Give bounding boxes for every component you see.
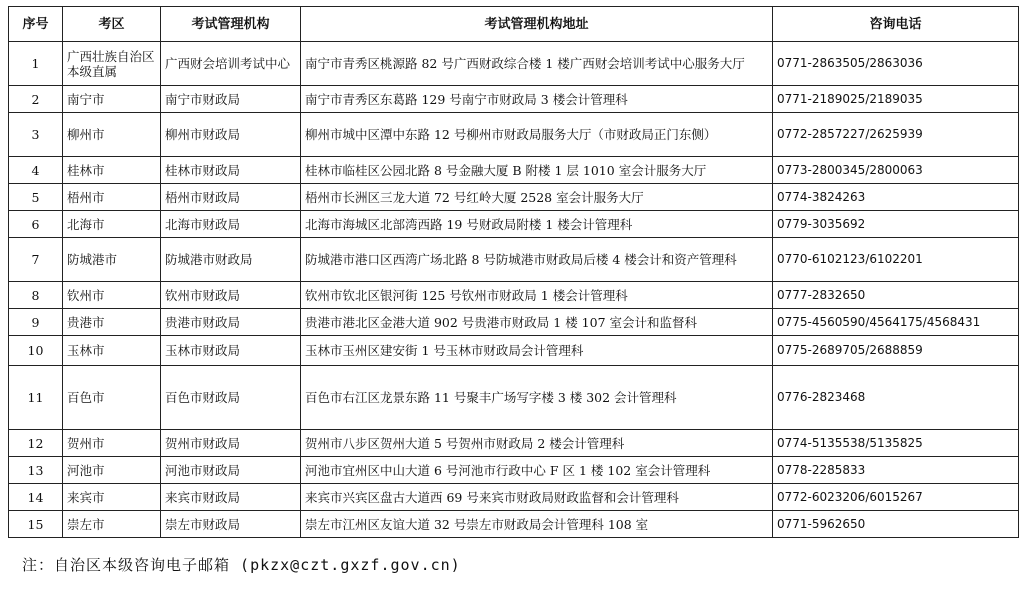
cell-no: 7	[9, 238, 63, 282]
cell-org: 崇左市财政局	[161, 511, 301, 538]
cell-org: 来宾市财政局	[161, 484, 301, 511]
table-row	[9, 157, 1019, 184]
cell-phone: 0779-3035692	[773, 211, 1019, 238]
cell-phone: 0774-3824263	[773, 184, 1019, 211]
cell-phone: 0774-5135538/5135825	[773, 430, 1019, 457]
table-row	[9, 86, 1019, 113]
table-row	[9, 457, 1019, 484]
table-row	[9, 366, 1019, 430]
cell-phone: 0773-2800345/2800063	[773, 157, 1019, 184]
cell-address: 梧州市长洲区三龙大道 72 号红岭大厦 2528 室会计服务大厅	[301, 184, 773, 211]
cell-no: 1	[9, 42, 63, 86]
cell-no: 6	[9, 211, 63, 238]
header-no: 序号	[9, 7, 63, 42]
cell-phone: 0772-2857227/2625939	[773, 113, 1019, 157]
cell-no: 12	[9, 430, 63, 457]
cell-area: 广西壮族自治区本级直属	[63, 42, 161, 86]
cell-org: 柳州市财政局	[161, 113, 301, 157]
table-row	[9, 42, 1019, 86]
cell-area: 崇左市	[63, 511, 161, 538]
cell-address: 北海市海城区北部湾西路 19 号财政局附楼 1 楼会计管理科	[301, 211, 773, 238]
cell-phone: 0770-6102123/6102201	[773, 238, 1019, 282]
cell-no: 2	[9, 86, 63, 113]
table-row	[9, 282, 1019, 309]
cell-address: 崇左市江州区友谊大道 32 号崇左市财政局会计管理科 108 室	[301, 511, 773, 538]
header-org: 考试管理机构	[161, 7, 301, 42]
table-row	[9, 430, 1019, 457]
cell-no: 14	[9, 484, 63, 511]
cell-phone: 0771-5962650	[773, 511, 1019, 538]
header-address: 考试管理机构地址	[301, 7, 773, 42]
cell-area: 桂林市	[63, 157, 161, 184]
table-row	[9, 336, 1019, 366]
cell-phone: 0771-2863505/2863036	[773, 42, 1019, 86]
cell-area: 百色市	[63, 366, 161, 430]
cell-org: 贺州市财政局	[161, 430, 301, 457]
cell-org: 玉林市财政局	[161, 336, 301, 366]
header-area: 考区	[63, 7, 161, 42]
cell-no: 15	[9, 511, 63, 538]
cell-area: 南宁市	[63, 86, 161, 113]
cell-no: 3	[9, 113, 63, 157]
cell-area: 贵港市	[63, 309, 161, 336]
table-row	[9, 309, 1019, 336]
cell-area: 北海市	[63, 211, 161, 238]
cell-no: 11	[9, 366, 63, 430]
cell-no: 8	[9, 282, 63, 309]
cell-phone: 0775-4560590/4564175/4568431	[773, 309, 1019, 336]
cell-area: 玉林市	[63, 336, 161, 366]
cell-no: 4	[9, 157, 63, 184]
table-row	[9, 511, 1019, 538]
cell-area: 防城港市	[63, 238, 161, 282]
cell-address: 南宁市青秀区东葛路 129 号南宁市财政局 3 楼会计管理科	[301, 86, 773, 113]
cell-address: 贵港市港北区金港大道 902 号贵港市财政局 1 楼 107 室会计和监督科	[301, 309, 773, 336]
cell-address: 防城港市港口区西湾广场北路 8 号防城港市财政局后楼 4 楼会计和资产管理科	[301, 238, 773, 282]
cell-phone: 0777-2832650	[773, 282, 1019, 309]
cell-phone: 0771-2189025/2189035	[773, 86, 1019, 113]
table-row	[9, 113, 1019, 157]
header-phone: 咨询电话	[773, 7, 1019, 42]
cell-address: 钦州市钦北区银河街 125 号钦州市财政局 1 楼会计管理科	[301, 282, 773, 309]
email-note: 注：自治区本级咨询电子邮箱 (pkzx@czt.gxzf.gov.cn)	[22, 556, 461, 574]
cell-org: 钦州市财政局	[161, 282, 301, 309]
cell-address: 玉林市玉州区建安街 1 号玉林市财政局会计管理科	[301, 336, 773, 366]
cell-area: 柳州市	[63, 113, 161, 157]
cell-no: 9	[9, 309, 63, 336]
cell-org: 北海市财政局	[161, 211, 301, 238]
cell-no: 13	[9, 457, 63, 484]
table-header-row	[9, 7, 1019, 42]
cell-address: 南宁市青秀区桃源路 82 号广西财政综合楼 1 楼广西财会培训考试中心服务大厅	[301, 42, 773, 86]
cell-address: 柳州市城中区潭中东路 12 号柳州市财政局服务大厅（市财政局正门东侧）	[301, 113, 773, 157]
cell-address: 桂林市临桂区公园北路 8 号金融大厦 B 附楼 1 层 1010 室会计服务大厅	[301, 157, 773, 184]
cell-area: 梧州市	[63, 184, 161, 211]
cell-address: 河池市宜州区中山大道 6 号河池市行政中心 F 区 1 楼 102 室会计管理科	[301, 457, 773, 484]
cell-org: 河池市财政局	[161, 457, 301, 484]
cell-org: 广西财会培训考试中心	[161, 42, 301, 86]
table-row	[9, 484, 1019, 511]
cell-area: 来宾市	[63, 484, 161, 511]
exam-office-table	[8, 6, 1019, 538]
table-row	[9, 238, 1019, 282]
cell-phone: 0775-2689705/2688859	[773, 336, 1019, 366]
table-row	[9, 184, 1019, 211]
cell-org: 贵港市财政局	[161, 309, 301, 336]
cell-address: 来宾市兴宾区盘古大道西 69 号来宾市财政局财政监督和会计管理科	[301, 484, 773, 511]
cell-org: 桂林市财政局	[161, 157, 301, 184]
cell-address: 贺州市八步区贺州大道 5 号贺州市财政局 2 楼会计管理科	[301, 430, 773, 457]
cell-no: 5	[9, 184, 63, 211]
table-row	[9, 211, 1019, 238]
cell-area: 河池市	[63, 457, 161, 484]
cell-no: 10	[9, 336, 63, 366]
cell-phone: 0778-2285833	[773, 457, 1019, 484]
cell-phone: 0776-2823468	[773, 366, 1019, 430]
cell-area: 钦州市	[63, 282, 161, 309]
cell-org: 南宁市财政局	[161, 86, 301, 113]
cell-org: 百色市财政局	[161, 366, 301, 430]
cell-area: 贺州市	[63, 430, 161, 457]
cell-org: 防城港市财政局	[161, 238, 301, 282]
cell-org: 梧州市财政局	[161, 184, 301, 211]
cell-address: 百色市右江区龙景东路 11 号聚丰广场写字楼 3 楼 302 会计管理科	[301, 366, 773, 430]
cell-phone: 0772-6023206/6015267	[773, 484, 1019, 511]
